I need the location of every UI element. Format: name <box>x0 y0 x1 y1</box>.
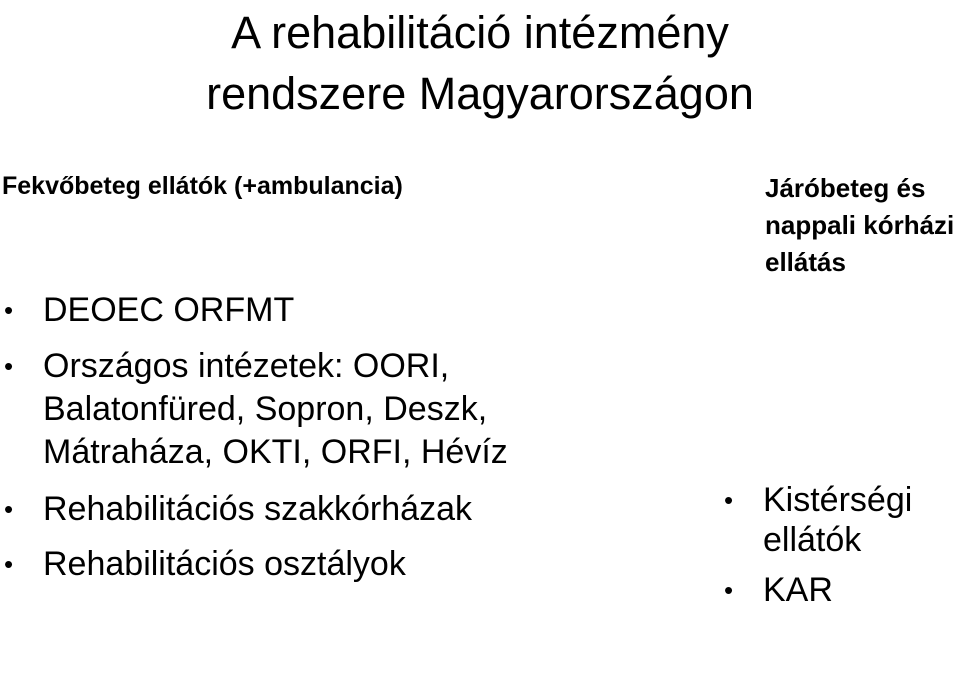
list-item <box>0 345 643 474</box>
bullet-icon: • <box>4 351 14 381</box>
bullet-icon: • <box>724 575 734 605</box>
list-item-text: DEOEC ORFMT <box>43 291 295 329</box>
bullet-icon: • <box>4 494 14 524</box>
slide-title-line-2: rendszere Magyarországon <box>206 68 754 119</box>
list-item-text: Kistérségi ellátók <box>763 481 913 559</box>
list-item-text: KAR <box>763 571 833 609</box>
bullet-icon: • <box>724 485 734 515</box>
list-item <box>720 570 960 610</box>
list-item <box>0 544 700 584</box>
list-item <box>0 489 700 529</box>
right-column-heading: Járóbeteg és nappali kórházi ellátás <box>765 173 955 277</box>
list-item-text: Rehabilitációs szakkórházak <box>43 490 472 528</box>
slide-title-line-1: A rehabilitáció intézmény <box>231 7 729 58</box>
bullet-icon: • <box>4 295 14 325</box>
right-bullet-list <box>720 480 960 620</box>
slide-title <box>0 2 960 124</box>
left-bullet-list <box>0 290 700 599</box>
list-item-text: Országos intézetek: OORI, Balatonfüred, Sopron, Deszk, Mátraháza, OKTI, ORFI, Hévíz <box>43 347 508 471</box>
list-item <box>720 480 960 560</box>
list-item <box>0 290 700 330</box>
list-item-text: Rehabilitációs osztályok <box>43 545 406 583</box>
bullet-icon: • <box>4 549 14 579</box>
left-column-heading: Fekvőbeteg ellátók (+ambulancia) <box>2 172 403 200</box>
